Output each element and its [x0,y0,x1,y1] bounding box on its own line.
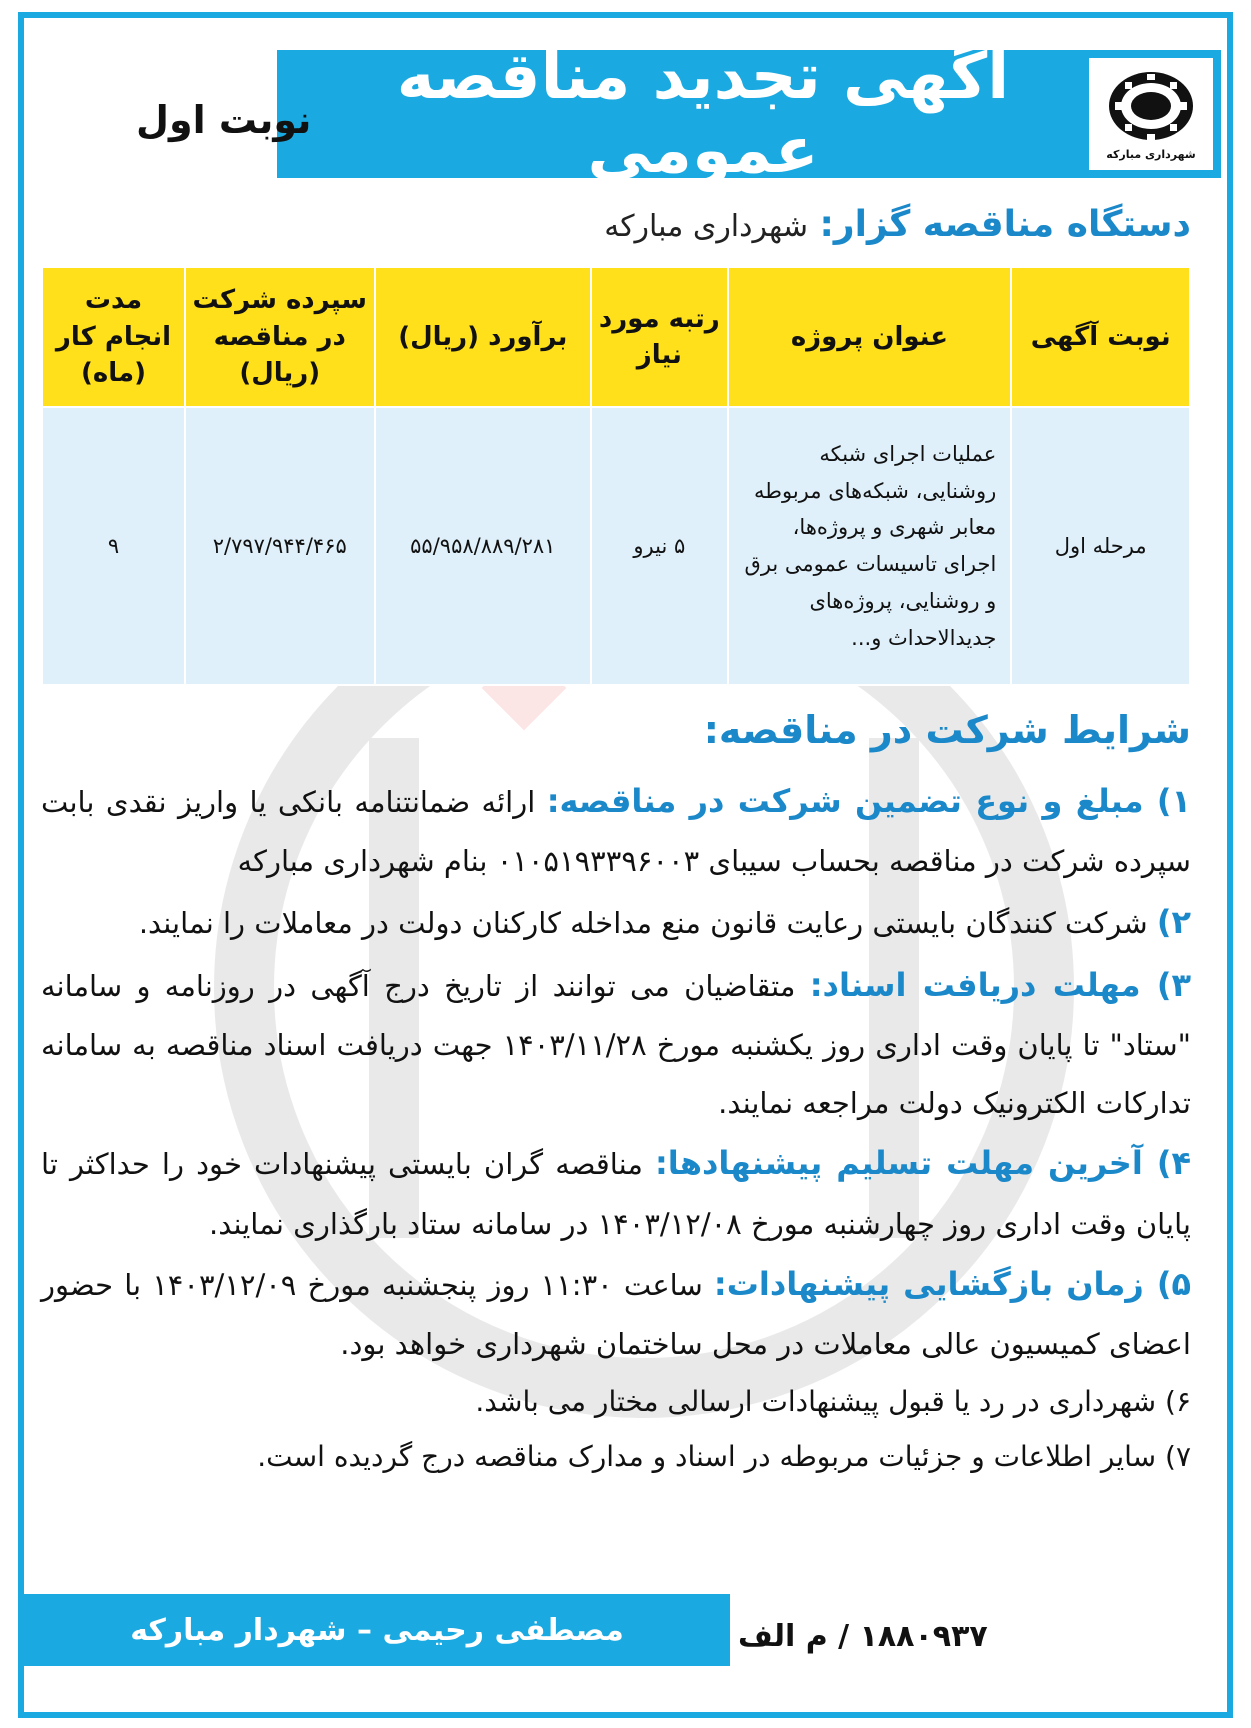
condition-item [41,770,1191,891]
table-row [42,407,1190,685]
ad-code: ۱۸۸۰۹۳۷ / م الف [738,1619,988,1654]
condition-head: ۴) آخرین مهلت تسلیم پیشنهادها: [655,1144,1191,1183]
header-project: عنوان پروژه [728,267,1012,407]
municipality-emblem-icon [1105,68,1197,146]
notice-frame [18,12,1233,1718]
tender-table [41,266,1191,686]
cell-round: مرحله اول [1011,407,1190,685]
header-duration: مدت انجام کار (ماه) [42,267,185,407]
header-grade: رتبه مورد نیاز [591,267,727,407]
signature: مصطفی رحیمی – شهردار مبارکه [130,1612,624,1648]
condition-head: ۵) زمان بازگشایی پیشنهادات: [713,1265,1192,1304]
cell-project: عملیات اجرای شبکه روشنایی، شبکه‌های مربوطه معابر شهری و پروژه‌ها، اجرای تاسیسات عمومی برق و روشنایی، پروژه‌های جدیدالاحداث و... [728,407,1012,685]
header-deposit: سپرده شرکت در مناقصه (ریال) [185,267,375,407]
organizer-label: دستگاه مناقصه گزار: [819,204,1191,245]
condition-body: ساعت ۱۱:۳۰ روز پنجشنبه مورخ ۱۴۰۳/۱۲/۰۹ با حضور اعضای کمیسیون عالی معاملات در محل ساختمان شهرداری خواهد بود. [41,1268,1191,1362]
conditions-list [41,770,1191,1485]
condition-body: شرکت کنندگان بایستی رعایت قانون منع مداخله کارکنان دولت در معاملات را نمایند. [138,905,1157,940]
logo-caption: شهرداری مبارکه [1106,147,1196,161]
condition-item [41,1253,1191,1374]
condition-item [41,954,1191,1132]
header-band [277,40,1221,188]
condition-item: ۷) سایر اطلاعات و جزئیات مربوطه در اسناد و مدارک مناقصه درج گردیده است. [257,1440,1191,1474]
cell-estimate: ۵۵/۹۵۸/۸۸۹/۲۸۱ [375,407,592,685]
condition-body: ارائه ضمانتنامه بانکی یا واریز نقدی بابت سپرده شرکت در مناقصه بحساب سیبای ۰۱۰۵۱۹۳۳۹۶۰۰۳ بنام شهرداری مبارکه [41,785,1191,879]
condition-item [41,891,1191,954]
organizer [604,204,1191,245]
table-header-row [42,267,1190,407]
conditions-title: شرایط شرکت در مناقصه: [703,708,1191,752]
condition-item: ۶) شهرداری در رد یا قبول پیشنهادات ارسالی مختار می باشد. [475,1384,1191,1418]
condition-body: متقاضیان می توانند از تاریخ درج آگهی در روزنامه و سامانه "ستاد" تا پایان وقت اداری روز یکشنبه مورخ ۱۴۰۳/۱۱/۲۸ جهت دریافت اسناد مناقصه به سامانه تدارکات الکترونیک دولت مراجعه نمایند. [41,969,1192,1120]
municipality-logo [1089,58,1213,170]
condition-body: مناقصه گران بایستی پیشنهادات خود را حداکثر تا پایان وقت اداری روز چهارشنبه مورخ ۱۴۰۳/۱۲/۰۸ در سامانه ستاد بارگذاری نمایند. [41,1147,1191,1241]
round-label: نوبت اول [136,98,312,142]
cell-duration: ۹ [42,407,185,685]
condition-item [41,1132,1191,1253]
condition-head: ۲) [1156,902,1191,941]
organizer-value: شهرداری مبارکه [604,209,809,244]
footer-band [24,1594,730,1666]
cell-grade: ۵ نیرو [591,407,727,685]
condition-head: ۳) مهلت دریافت اسناد: [809,966,1192,1005]
header-round: نوبت آگهی [1011,267,1190,407]
cell-deposit: ۲/۷۹۷/۹۴۴/۴۶۵ [185,407,375,685]
page-title: آگهی تجدید مناقصه عمومی [396,40,1010,188]
condition-head: ۱) مبلغ و نوع تضمین شرکت در مناقصه: [546,782,1191,820]
header-estimate: برآورد (ریال) [375,267,592,407]
